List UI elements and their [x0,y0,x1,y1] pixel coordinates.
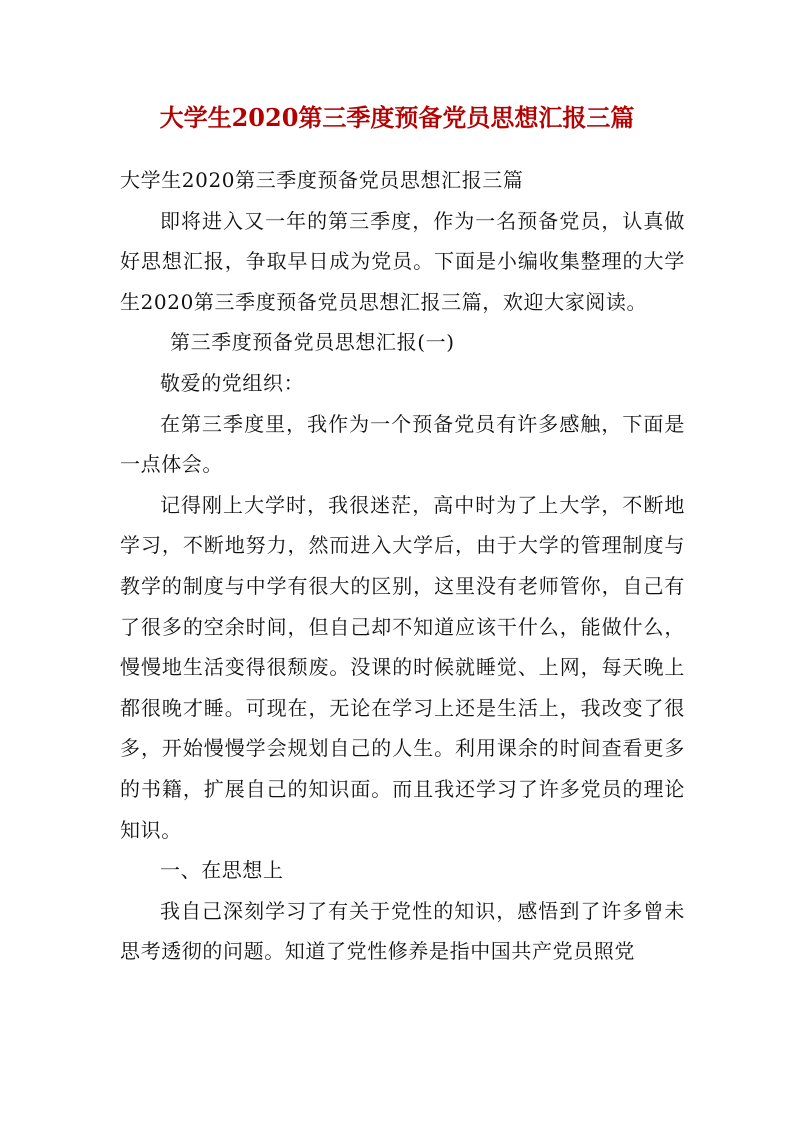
section-heading: 第三季度预备党员思想汇报(一) [170,330,455,355]
body-paragraph: 我自己深刻学习了有关于党性的知识，感悟到了许多曾未思考透彻的问题。知道了党性修养是指中国共产党员照党 [120,898,685,964]
salutation: 敬爱的党组织： [160,370,305,395]
body-paragraph: 在第三季度里，我作为一个预备党员有许多感触，下面是一点体会。 [120,411,685,477]
document-title: 大学生2020第三季度预备党员思想汇报三篇 [159,103,635,132]
subsection-heading: 一、在思想上 [160,858,284,883]
intro-paragraph: 即将进入又一年的第三季度，作为一名预备党员，认真做好思想汇报，争取早日成为党员。下面是小编收集整理的大学生2020第三季度预备党员思想汇报三篇，欢迎大家阅读。 [120,208,685,314]
subtitle-paragraph: 大学生2020第三季度预备党员思想汇报三篇 [120,168,524,192]
body-paragraph: 记得刚上大学时，我很迷茫，高中时为了上大学，不断地学习，不断地努力，然而进入大学后，由于大学的管理制度与教学的制度与中学有很大的区别，这里没有老师管你，自己有了很多的空余时间，但自己却不知道应该干什么，能做什么，慢慢地生活变得很颓废。没课的时候就睡觉、上网，每天晚上都很晚才睡。可现在，无论在学习上还是生活上，我改变了很多，开始慢慢学会规划自己的人生。利用课余的时间查看更多的书籍，扩展自己的知识面。而且我还学习了许多党员的理论知识。 [120,492,685,842]
document-body [120,160,685,972]
